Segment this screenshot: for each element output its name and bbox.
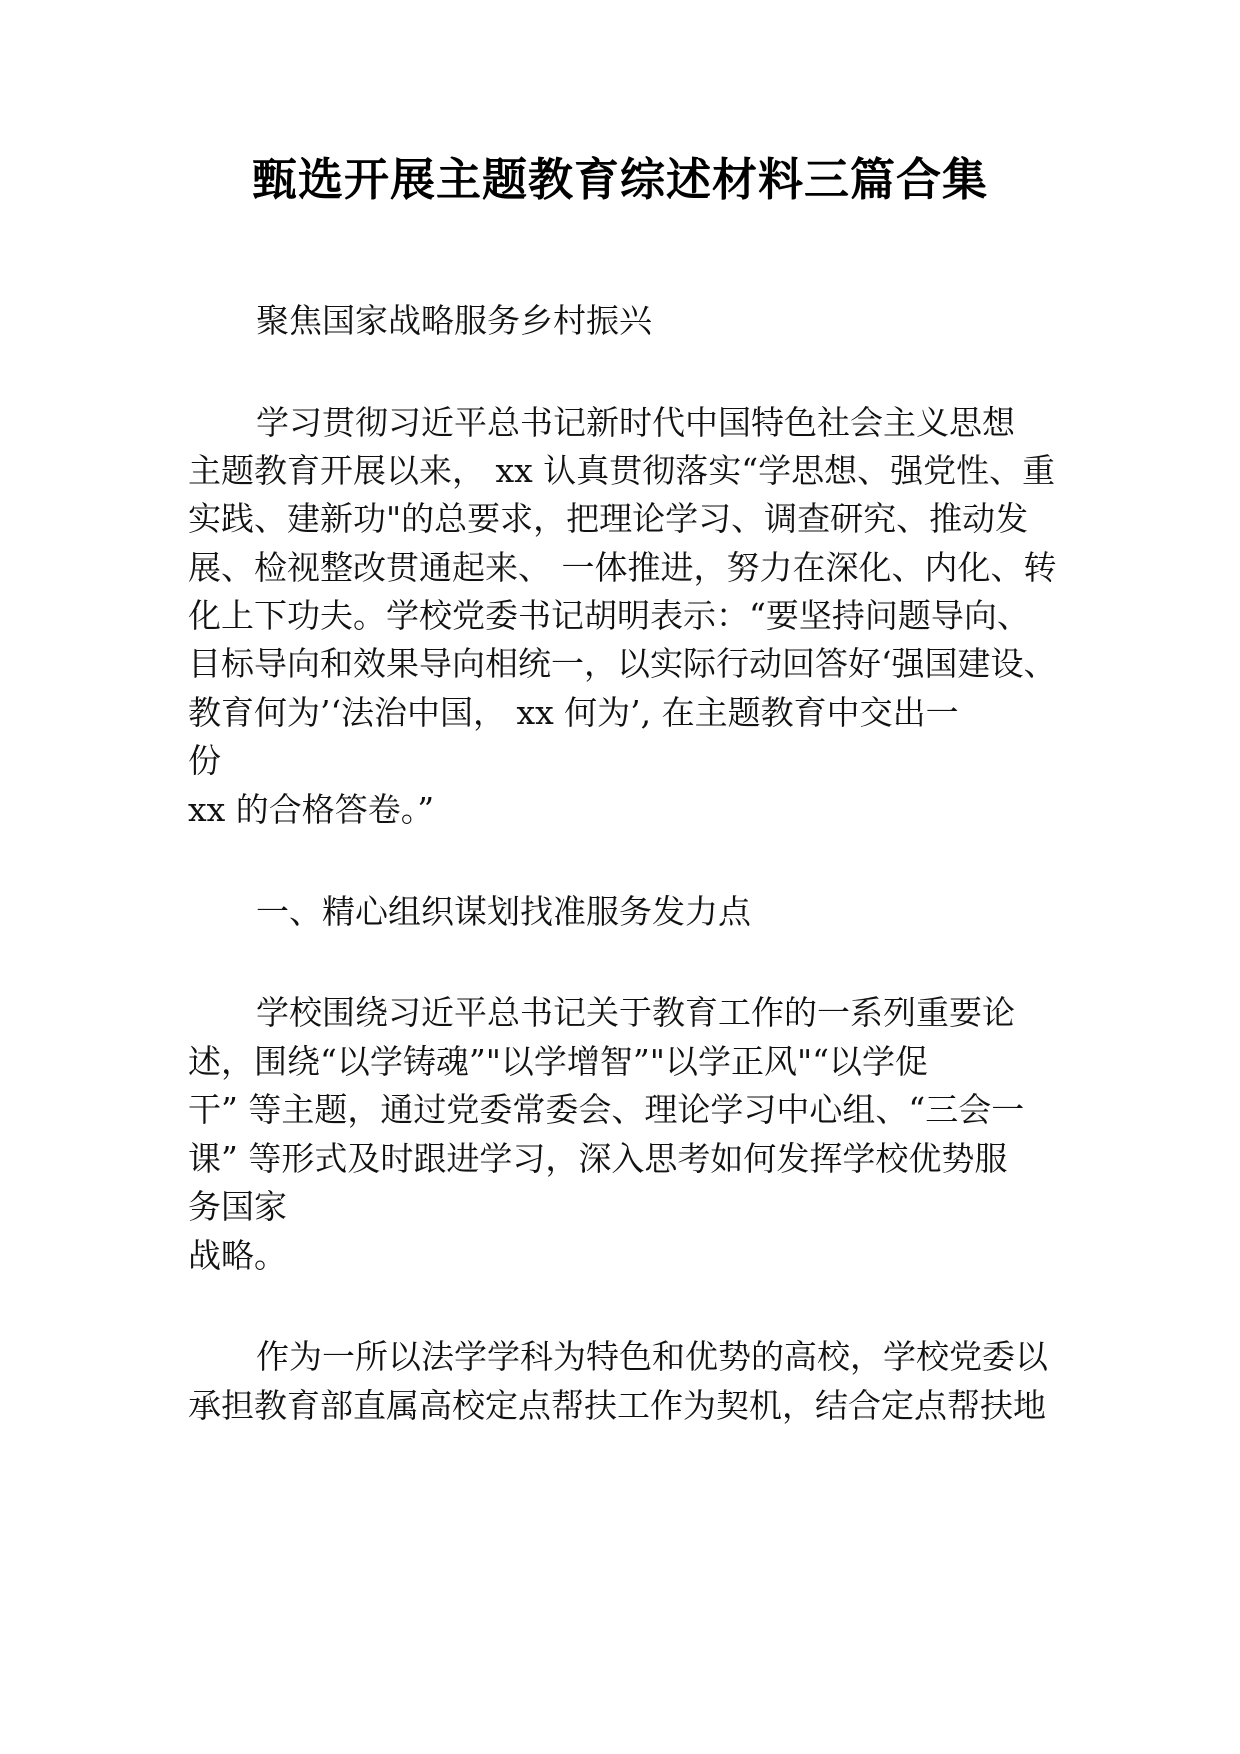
paragraph-line: 战略。 (188, 1236, 287, 1275)
section-heading: 一、精心组织谋划找准服务发力点 (256, 892, 751, 931)
paragraph-line: 干” 等主题，通过党委常委会、理论学习中心组、“三会一 (188, 1090, 1025, 1129)
paragraph-line: 份 (188, 741, 221, 780)
paragraph-line: 化上下功夫。学校党委书记胡明表示：“要坚持问题导向、 (188, 596, 1030, 635)
paragraph-line: 展、检视整改贯通起来、 一体推进，努力在深化、内化、转 (188, 548, 1057, 587)
paragraph-line: 承担教育部直属高校定点帮扶工作为契机，结合定点帮扶地 (188, 1386, 1046, 1425)
document-title: 甄选开展主题教育综述材料三篇合集 (251, 153, 988, 206)
paragraph-line: xx 的合格答卷。” (188, 790, 435, 829)
paragraph-line: 实践、建新功"的总要求，把理论学习、调查研究、推动发 (188, 499, 1029, 538)
paragraph-line: 目标导向和效果导向相统一，以实际行动回答好‘强国建设、 (188, 644, 1057, 683)
paragraph-line: 主题教育开展以来， xx 认真贯彻落实“学思想、强党性、重 (188, 451, 1056, 490)
paragraph-line: 述，围绕“以学铸魂”"以学增智”"以学正风"“以学促 (188, 1042, 929, 1081)
paragraph-line: 课” 等形式及时跟进学习，深入思考如何发挥学校优势服 (188, 1139, 1008, 1178)
paragraph-line: 教育何为’‘法治中国， xx 何为’, 在主题教育中交出一 (188, 693, 959, 732)
paragraph-line: 学习贯彻习近平总书记新时代中国特色社会主义思想 (256, 403, 1015, 442)
paragraph-line: 务国家 (188, 1187, 287, 1226)
subheading: 聚焦国家战略服务乡村振兴 (256, 301, 652, 340)
paragraph-line: 学校围绕习近平总书记关于教育工作的一系列重要论 (256, 993, 1015, 1032)
paragraph-line: 作为一所以法学学科为特色和优势的高校，学校党委以 (256, 1337, 1048, 1376)
